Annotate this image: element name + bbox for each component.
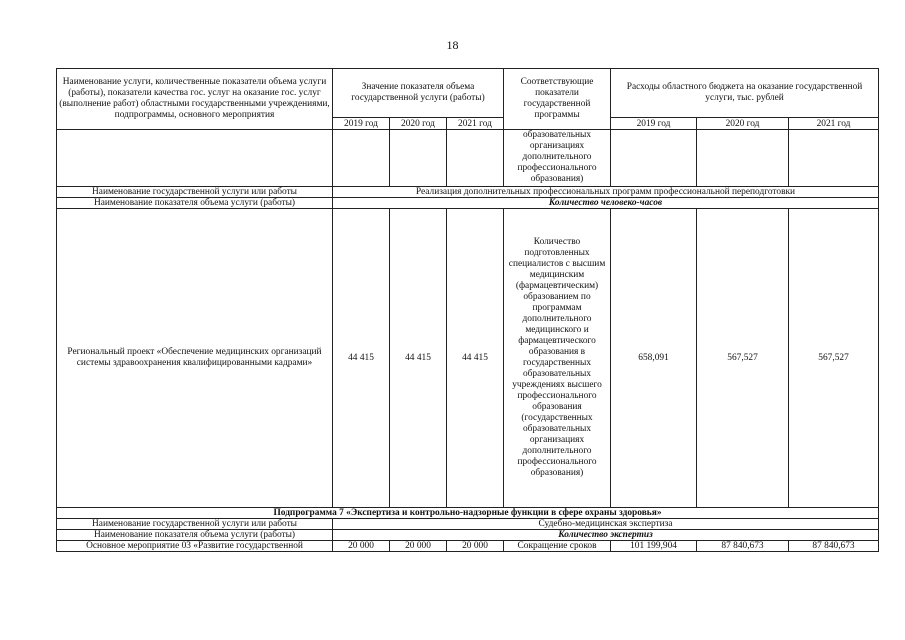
- header-indicator-cell: Значение показателя объема государственной услуги (работы): [333, 69, 504, 118]
- year-header: 2021 год: [447, 118, 504, 130]
- expense-value: 567,527: [789, 209, 879, 508]
- program-indicator-cell: образовательных организациях дополнительного профессионального образования): [504, 130, 611, 187]
- volume-indicator-row: [57, 530, 879, 541]
- program-indicator-cell: Количество подготовленных специалистов с высшим медицинским (фармацевтическим) образованием по программам дополнительного медицинского и фармацевтического образования в государственных образовательных учреждениях высшего профессионального образования (государственных образовательных организациях дополнительного профессионального образования): [504, 209, 611, 508]
- header-row: [57, 69, 879, 118]
- service-name-value: Судебно-медицинская экспертиза: [333, 519, 879, 530]
- program-indicator-cell: Сокращение сроков: [504, 541, 611, 552]
- row-label: Наименование показателя объема услуги (работы): [57, 530, 333, 541]
- indicator-value: 20 000: [390, 541, 447, 552]
- main-measure-row: [57, 541, 879, 552]
- continuation-row: [57, 130, 879, 187]
- row-label: Наименование показателя объема услуги (работы): [57, 198, 333, 209]
- page-number: 18: [446, 38, 459, 52]
- year-header: 2020 год: [390, 118, 447, 130]
- subprogram-row: [57, 508, 879, 519]
- regional-project-row: [57, 209, 879, 508]
- year-header: 2019 год: [333, 118, 390, 130]
- indicator-value: 44 415: [447, 209, 504, 508]
- row-label: Наименование государственной услуги или работы: [57, 519, 333, 530]
- indicator-value: 44 415: [333, 209, 390, 508]
- volume-indicator-value: Количество человеко-часов: [333, 198, 879, 209]
- expense-value: 101 199,904: [611, 541, 697, 552]
- header-expenses-cell: Расходы областного бюджета на оказание государственной услуги, тыс. рублей: [611, 69, 879, 118]
- measure-name: Основное мероприятие 03 «Развитие государственной: [57, 541, 333, 552]
- indicator-value: 44 415: [390, 209, 447, 508]
- year-header: 2020 год: [697, 118, 789, 130]
- indicator-value: 20 000: [333, 541, 390, 552]
- expense-value: 567,527: [697, 209, 789, 508]
- service-name-row: [57, 187, 879, 198]
- volume-indicator-value: Количество экспертиз: [333, 530, 879, 541]
- indicator-value: 20 000: [447, 541, 504, 552]
- row-label: Наименование государственной услуги или работы: [57, 187, 333, 198]
- expense-value: 87 840,673: [789, 541, 879, 552]
- project-name: Региональный проект «Обеспечение медицинских организаций системы здравоохранения квалифицированными кадрами»: [57, 209, 333, 508]
- volume-indicator-row: [57, 198, 879, 209]
- year-header: 2021 год: [789, 118, 879, 130]
- expense-value: 658,091: [611, 209, 697, 508]
- header-name-cell: Наименование услуги, количественные показатели объема услуги (работы), показатели качества гос. услуг на оказание гос. услуг (выполнение работ) областными государственными учреждениями, подпрограммы, основного мероприятия: [57, 69, 333, 130]
- header-program-cell: Соответствующие показатели государственной программы: [504, 69, 611, 130]
- subprogram-title: Подпрограмма 7 «Экспертиза и контрольно-надзорные функции в сфере охраны здоровья»: [57, 508, 879, 519]
- service-name-row: [57, 519, 879, 530]
- year-header: 2019 год: [611, 118, 697, 130]
- expense-value: 87 840,673: [697, 541, 789, 552]
- budget-table: [56, 68, 879, 552]
- service-name-value: Реализация дополнительных профессиональных программ профессиональной переподготовки: [333, 187, 879, 198]
